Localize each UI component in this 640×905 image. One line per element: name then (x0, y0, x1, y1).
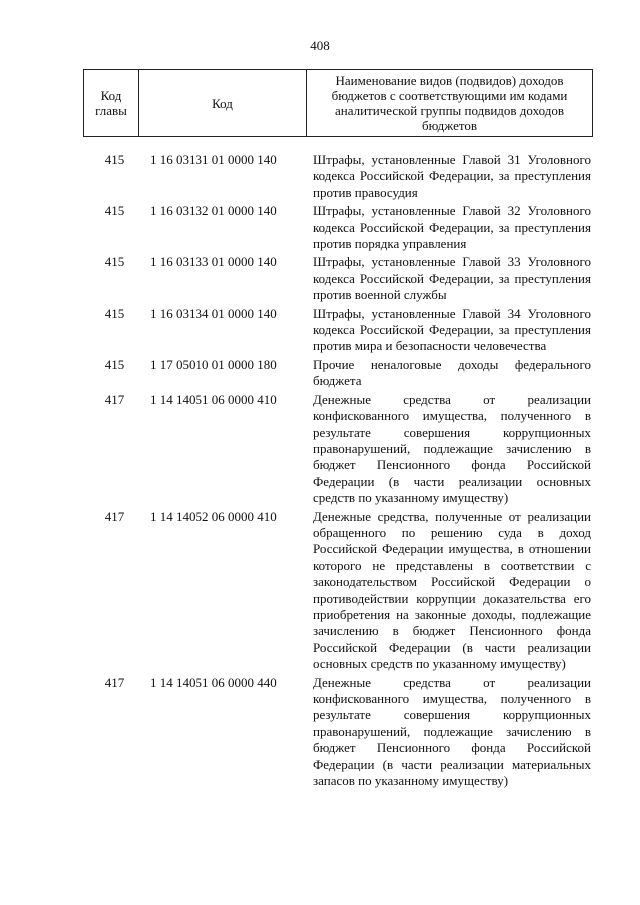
table-header (83, 69, 593, 137)
revenue-name: Денежные средства от реализации конфискованного имущества, полученного в результате совершения коррупционных правонарушений, подлежащие зачислению в бюджет Пенсионного фонда Российской Федерации (в части реализации материальных запасов по указанному имуществу) (313, 674, 591, 789)
table-row (83, 306, 591, 355)
table-row (83, 392, 591, 507)
chapter-code: 415 (104, 203, 125, 219)
revenue-name: Прочие неналоговые доходы федерального бюджета (313, 356, 591, 389)
header-code: Код (139, 70, 307, 137)
revenue-code: 1 16 03134 01 0000 140 (150, 305, 277, 321)
chapter-code: 415 (104, 152, 125, 167)
revenue-code: 1 16 03131 01 0000 140 (150, 152, 277, 167)
header-chapter-code: Код главы (84, 70, 139, 137)
chapter-code: 417 (104, 508, 125, 524)
revenue-code: 1 14 14051 06 0000 410 (150, 391, 277, 407)
table-row (83, 203, 591, 252)
revenue-name: Денежные средства от реализации конфискованного имущества, полученного в результате совершения коррупционных правонарушений, подлежащие зачислению в бюджет Пенсионного фонда Российской Федерации (в части реализации основных средств по указанному имуществу) (313, 391, 591, 506)
revenue-code: 1 17 05010 01 0000 180 (150, 356, 277, 372)
revenue-name: Денежные средства, полученные от реализации обращенного по решению суда в доход Российской Федерации имущества, в отношении которого не представлены в соответствии с законодательством Российской Федерации о противодействии коррупции доказательства его приобретения на законные доходы, подлежащие зачислению в бюджет Пенсионного фонда Российской Федерации (в части реализации основных средств по указанному имуществу) (313, 508, 591, 672)
page-number: 408 (310, 38, 330, 53)
table-body (83, 152, 591, 791)
chapter-code: 415 (104, 356, 125, 372)
chapter-code: 417 (104, 674, 125, 690)
revenue-name: Штрафы, установленные Главой 34 Уголовного кодекса Российской Федерации, за преступления против мира и безопасности человечества (313, 305, 591, 354)
table-row (83, 254, 591, 303)
header-name: Наименование видов (подвидов) доходов бюджетов с соответствующими им кодами аналитической группы подвидов доходов бюджетов (307, 70, 593, 137)
revenue-code: 1 16 03132 01 0000 140 (150, 203, 277, 219)
table-row (83, 509, 591, 673)
revenue-code: 1 14 14051 06 0000 440 (150, 674, 277, 690)
revenue-name: Штрафы, установленные Главой 32 Уголовного кодекса Российской Федерации, за преступления против порядка управления (313, 203, 591, 252)
revenue-code: 1 14 14052 06 0000 410 (150, 508, 277, 524)
table-row (83, 675, 591, 790)
revenue-name: Штрафы, установленные Главой 33 Уголовного кодекса Российской Федерации, за преступления против военной службы (313, 254, 591, 303)
revenue-code: 1 16 03133 01 0000 140 (150, 254, 277, 270)
chapter-code: 417 (104, 391, 125, 407)
chapter-code: 415 (104, 305, 125, 321)
chapter-code: 415 (104, 254, 125, 270)
table-row (83, 357, 591, 390)
revenue-name: Штрафы, установленные Главой 31 Уголовного кодекса Российской Федерации, за преступления против правосудия (313, 152, 591, 200)
table-row (83, 152, 591, 201)
